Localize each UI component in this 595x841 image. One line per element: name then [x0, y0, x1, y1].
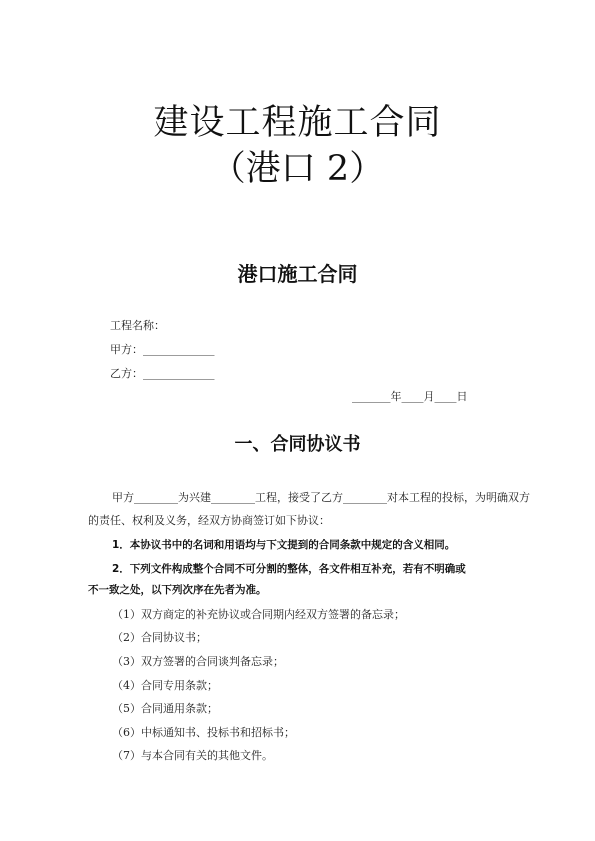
clause-2-line1: 2．下列文件构成整个合同不可分割的整体，各文件相互补充，若有不明确或	[112, 563, 466, 575]
clause-2-line2: 不一致之处，以下列次序在先者为准。	[88, 584, 267, 596]
list-item: （2）合同协议书；	[112, 631, 207, 644]
section-title: 一、合同协议书	[234, 434, 361, 455]
date-line: _______年____月____日	[352, 390, 468, 403]
list-item: （1）双方商定的补充协议或合同期内经双方签署的备忘录；	[112, 608, 405, 621]
party-b-line: 乙方：_____________	[110, 367, 215, 380]
list-item: （6）中标通知书、投标书和招标书；	[112, 726, 295, 739]
main-subtitle: （港口 2）	[210, 149, 385, 189]
list-item: （3）双方签署的合同谈判备忘录；	[112, 655, 284, 668]
project-name-line: 工程名称：	[110, 319, 165, 332]
main-title: 建设工程施工合同	[153, 103, 442, 143]
party-a-line: 甲方：_____________	[110, 343, 215, 356]
intro-paragraph-line2: 的责任、权利及义务，经双方协商签订如下协议：	[88, 514, 330, 527]
list-item: （5）合同通用条款；	[112, 702, 218, 715]
intro-paragraph-line1: 甲方________为兴建________工程，接受了乙方________对本工程的投标，为明确双方	[112, 491, 530, 504]
list-item: （7）与本合同有关的其他文件。	[112, 749, 273, 762]
contract-heading: 港口施工合同	[237, 262, 358, 286]
list-item: （4）合同专用条款；	[112, 679, 218, 692]
clause-1: 1．本协议书中的名词和用语均与下文提到的合同条款中规定的含义相同。	[112, 539, 456, 551]
